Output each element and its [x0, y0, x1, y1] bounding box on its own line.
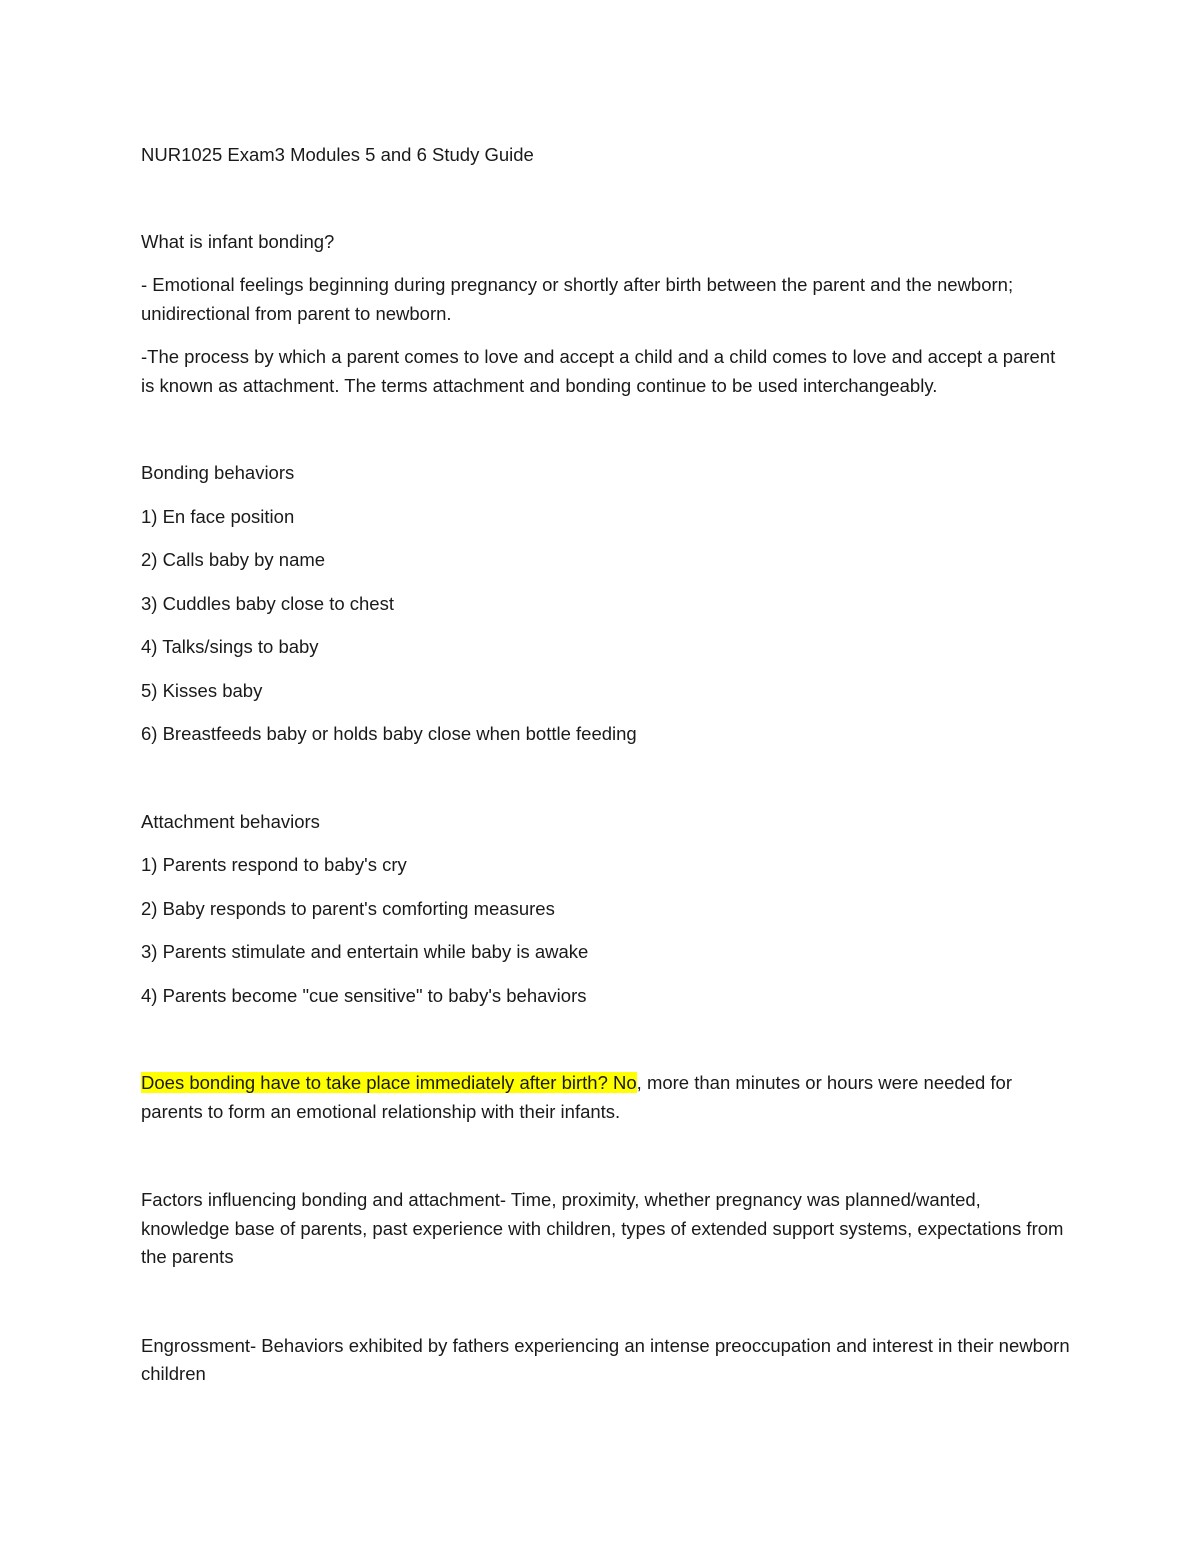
- paragraph-factors: Factors influencing bonding and attachment- Time, proximity, whether pregnancy was planned/wanted, knowledge base of parents, past experience with children, types of extended support systems, expectations from the parents: [141, 1189, 1064, 1267]
- list-item: 1) En face position: [141, 505, 295, 527]
- section-heading-attachment-behaviors: Attachment behaviors: [141, 810, 320, 832]
- section-heading-infant-bonding: What is infant bonding?: [141, 230, 335, 252]
- paragraph-bonding-definition: - Emotional feelings beginning during pregnancy or shortly after birth between the parent and the newborn; unidirectional from parent to newborn.: [141, 274, 1014, 324]
- list-item: 6) Breastfeeds baby or holds baby close when bottle feeding: [141, 723, 637, 744]
- list-item: 2) Calls baby by name: [141, 549, 326, 570]
- highlighted-question: Does bonding have to take place immediately after birth? No: [141, 1072, 637, 1093]
- paragraph-immediate-bonding: [141, 1069, 1071, 1126]
- section-heading-bonding-behaviors: Bonding behaviors: [141, 462, 295, 483]
- document-body: [141, 141, 1071, 1389]
- paragraph-attachment-definition: -The process by which a parent comes to love and accept a child and a child comes to love and accept a parent is known as attachment. The terms attachment and bonding continue to be used interchangeably.: [141, 346, 1056, 396]
- answer-text: , more than minutes or hours were needed for parents to form an emotional relationship with their infants.: [141, 1072, 1013, 1122]
- list-item: 3) Cuddles baby close to chest: [141, 592, 394, 614]
- list-item: 2) Baby responds to parent's comforting measures: [141, 897, 555, 919]
- list-item: 5) Kisses baby: [141, 679, 263, 701]
- list-item: 4) Talks/sings to baby: [141, 636, 319, 657]
- list-item: 3) Parents stimulate and entertain while baby is awake: [141, 941, 589, 962]
- paragraph-engrossment: Engrossment- Behaviors exhibited by fathers experiencing an intense preoccupation and interest in their newborn children: [141, 1334, 1070, 1384]
- list-item: 1) Parents respond to baby's cry: [141, 854, 407, 875]
- document-title: NUR1025 Exam3 Modules 5 and 6 Study Guide: [141, 144, 534, 165]
- list-item: 4) Parents become "cue sensitive" to baby's behaviors: [141, 984, 587, 1006]
